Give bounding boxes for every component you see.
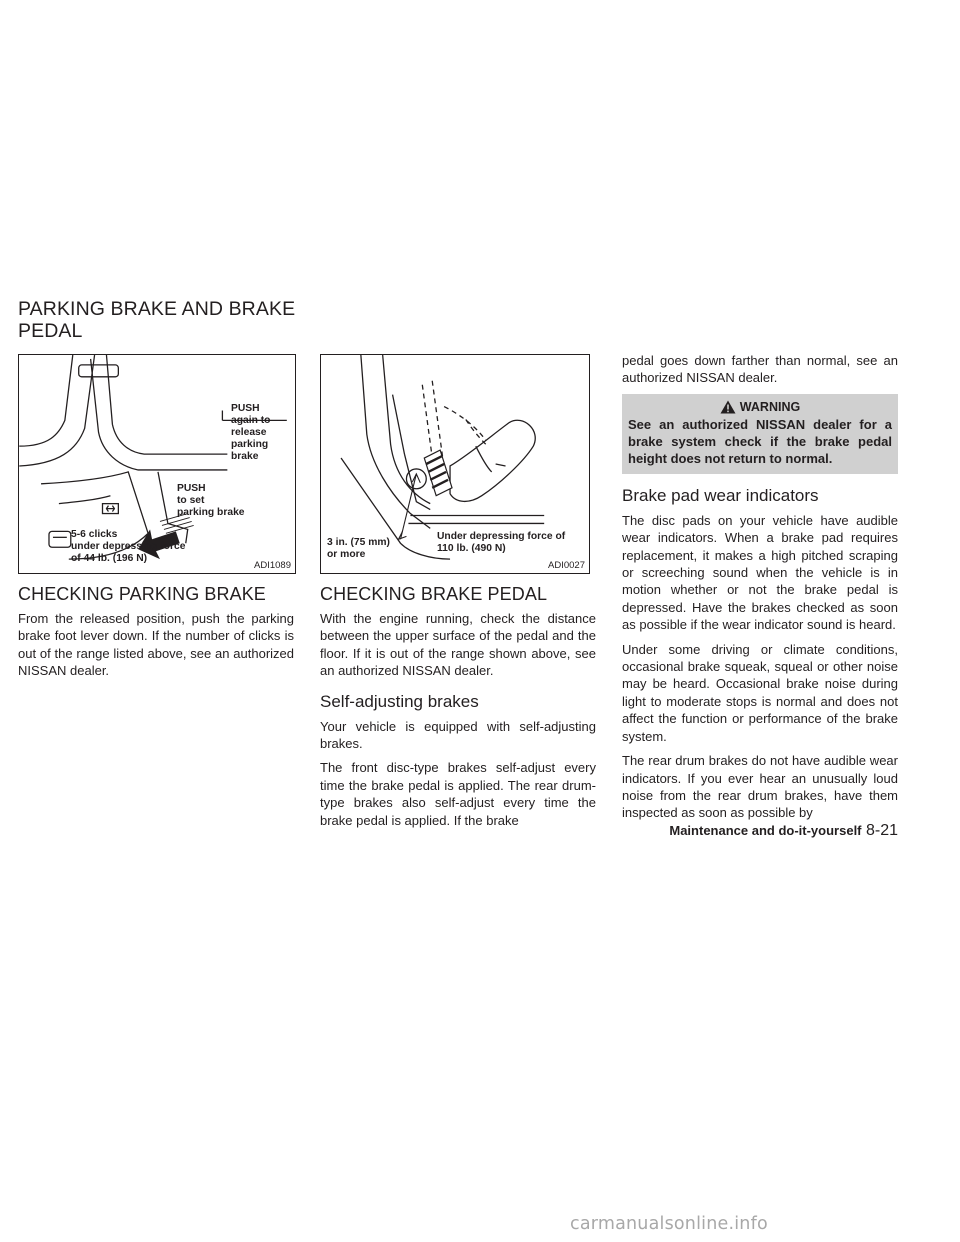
- page-number: 8-21: [865, 822, 898, 839]
- clicks-label: 5-6 clicks under depressing force of 44 lb. (196 N): [71, 529, 186, 564]
- figure-code: ADI0027: [548, 560, 585, 571]
- paragraph: Your vehicle is equipped with self-adjusting brakes.: [320, 718, 596, 752]
- parking-brake-figure: [18, 354, 296, 574]
- column-left: [18, 584, 294, 687]
- warning-icon: [720, 400, 736, 414]
- column-right: [622, 352, 898, 829]
- paragraph: From the released position, push the parking brake foot lever down. If the number of clicks is out of the range listed above, see an authorized NISSAN dealer.: [18, 611, 294, 679]
- subsection-heading: Brake pad wear indicators: [622, 485, 819, 505]
- warning-title: WARNING: [739, 399, 801, 414]
- paragraph: Under some driving or climate conditions, occasional brake squeak, squeal or other noise may be heard. Occasional brake noise during light to moderate stops is normal and does not affect the function or performance of the brake system.: [622, 641, 898, 744]
- subsection-heading: Self-adjusting brakes: [320, 691, 479, 711]
- release-label: PUSH again to release parking brake: [231, 403, 271, 462]
- set-label: PUSH to set parking brake: [177, 483, 245, 518]
- column-middle: [320, 584, 596, 836]
- figure-code: ADI1089: [254, 560, 291, 571]
- warning-header: [628, 398, 892, 416]
- distance-label: 3 in. (75 mm) or more: [327, 537, 390, 560]
- brake-pedal-figure: [320, 354, 590, 574]
- warning-text: See an authorized NISSAN dealer for a brake system check if the brake pedal height does not return to normal.: [628, 416, 892, 466]
- page-title: PARKING BRAKE AND BRAKE PEDAL: [18, 298, 296, 342]
- section-heading: CHECKING BRAKE PEDAL: [320, 584, 548, 604]
- paragraph: The rear drum brakes do not have audible wear indicators. If you ever hear an unusually loud noise from the rear drum brakes, have them inspected as soon as possible by: [622, 753, 898, 821]
- paragraph: pedal goes down farther than normal, see an authorized NISSAN dealer.: [622, 353, 898, 386]
- section-heading: CHECKING PARKING BRAKE: [18, 584, 266, 604]
- footer-section-label: Maintenance and do-it-yourself: [669, 823, 862, 838]
- watermark: carmanualsonline.info: [570, 1214, 768, 1234]
- paragraph: The front disc-type brakes self-adjust every time the brake pedal is applied. The rear drum-type brakes also self-adjust every time the brake pedal is applied. If the brake: [320, 760, 596, 828]
- paragraph: The disc pads on your vehicle have audible wear indicators. When a brake pad requires replacement, it makes a high pitched scraping or screeching sound when the vehicle is in motion whether or not the brake pedal is depressed. Have the brakes checked as soon as possible if the wear indicator sound is heard.: [622, 512, 898, 633]
- paragraph: With the engine running, check the distance between the upper surface of the pedal and the floor. If it is out of the range shown above, see an authorized NISSAN dealer.: [320, 611, 596, 679]
- force-label: Under depressing force of 110 lb. (490 N): [437, 531, 566, 554]
- warning-box: [622, 394, 898, 474]
- page-footer: [622, 822, 898, 840]
